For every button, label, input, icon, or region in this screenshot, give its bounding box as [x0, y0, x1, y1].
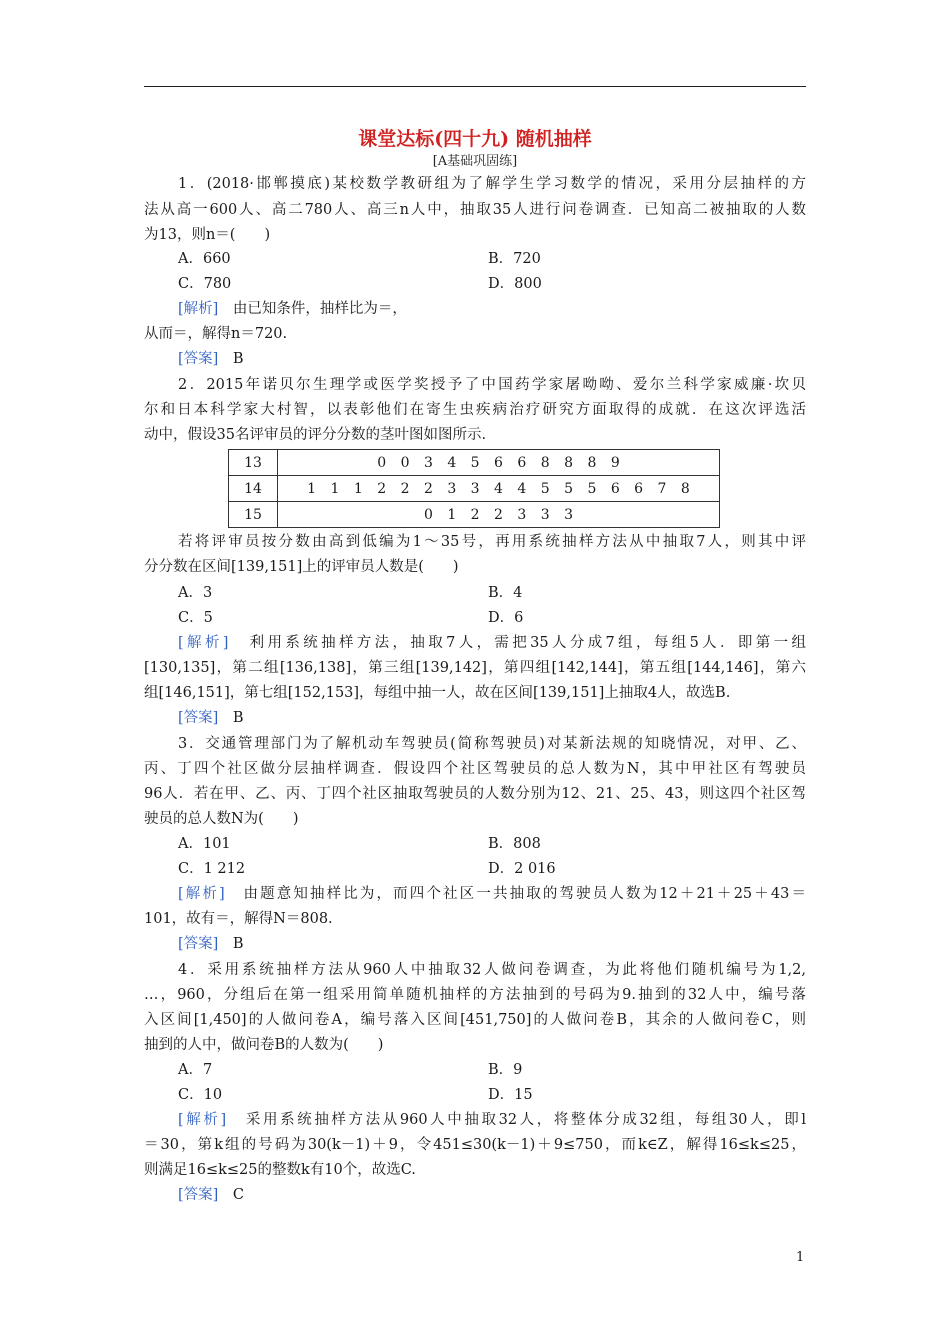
q2-line-1: 2．2015年诺贝尔生理学或医学奖授予了中国药学家屠呦呦、爱尔兰科学家威廉·坎贝 — [178, 377, 806, 393]
q2-analysis-line-2: [130,135]，第二组[136,138]，第三组[139,142]，第四组[142,144]，第五组[144,146]，第六 — [144, 660, 806, 676]
leaves-cell: 0 0 3 4 5 6 6 8 8 8 9 — [278, 450, 720, 476]
q4-line-4: 抽到的人中，做问卷B的人数为( ) — [144, 1037, 384, 1053]
header-rule — [144, 86, 806, 87]
q4-analysis-text: 采用系统抽样方法从960人中抽取32人，将整体分成32组，每组30人，即l — [226, 1112, 806, 1128]
q2-after-line-1: 若将评审员按分数由高到低编为1～35号，再用系统抽样方法从中抽取7人，则其中评 — [178, 534, 806, 550]
stem-leaf-row — [229, 502, 720, 528]
q3-line-4: 驶员的总人数N为( ) — [144, 811, 299, 827]
stem-cell: 15 — [229, 502, 278, 528]
q1-option-b: B．720 — [488, 251, 541, 267]
q1-analysis-text: 由已知条件，抽样比为＝， — [218, 301, 407, 317]
q2-answer — [178, 709, 806, 728]
q1-analysis-line-2: 从而＝，解得n＝720. — [144, 326, 288, 342]
q4-line-1: 4．采用系统抽样方法从960人中抽取32人做问卷调查，为此将他们随机编号为1,2, — [178, 962, 806, 978]
q3-answer — [178, 935, 806, 954]
analysis-tag: [解析] — [178, 1112, 227, 1128]
q3-option-a: A．101 — [178, 836, 231, 852]
leaves-cell: 0 1 2 2 3 3 3 — [278, 502, 720, 528]
q4-answer — [178, 1186, 806, 1205]
q2-analysis-line-1 — [178, 634, 806, 653]
q4-option-d: D．15 — [488, 1087, 533, 1103]
q3-line-1: 3．交通管理部门为了解机动车驾驶员(简称驾驶员)对某新法规的知晓情况，对甲、乙、 — [178, 736, 806, 752]
q4-analysis-line-2: ＝30，第k组的号码为30(k－1)＋9，令451≤30(k－1)＋9≤750，而k∈Z，解得16≤k≤25， — [144, 1137, 806, 1153]
q3-analysis-text: 由题意知抽样比为，而四个社区一共抽取的驾驶员人数为12＋21＋25＋43＝ — [224, 886, 806, 902]
answer-tag: [答案] — [178, 710, 219, 726]
q4-option-a: A．7 — [178, 1062, 213, 1078]
answer-tag: [答案] — [178, 1187, 219, 1203]
q3-analysis-line-1 — [178, 885, 806, 904]
q2-option-c: C．5 — [178, 610, 213, 626]
page-number: 1 — [796, 1250, 805, 1265]
q4-option-b: B．9 — [488, 1062, 523, 1078]
q1-option-a: A．660 — [178, 251, 231, 267]
answer-tag: [答案] — [178, 936, 219, 952]
q1-option-c: C．780 — [178, 276, 232, 292]
stem-cell: 14 — [229, 476, 278, 502]
q3-analysis-line-2: 101，故有＝，解得N＝808. — [144, 911, 333, 927]
q3-option-c: C．1 212 — [178, 861, 246, 877]
q4-line-2: …，960，分组后在第一组采用简单随机抽样的方法抽到的号码为9.抽到的32人中，编号落 — [144, 987, 806, 1003]
q2-analysis-text: 利用系统抽样方法，抽取7人，需把35人分成7组，每组5人．即第一组 — [228, 635, 806, 651]
q4-analysis-line-3: 则满足16≤k≤25的整数k有10个，故选C. — [144, 1162, 416, 1178]
stem-leaf-row — [229, 476, 720, 502]
q2-line-3: 动中，假设35名评审员的评分分数的茎叶图如图所示. — [144, 427, 487, 443]
answer-tag: [答案] — [178, 351, 219, 367]
q4-analysis-line-1 — [178, 1111, 806, 1130]
q2-answer-value: B — [218, 710, 244, 726]
q1-option-d: D．800 — [488, 276, 542, 292]
leaves-cell: 1 1 1 2 2 2 3 3 4 4 5 5 5 6 6 7 8 — [278, 476, 720, 502]
q2-analysis-line-3: 组[146,151]，第七组[152,153]，每组中抽一人，故在区间[139,151]上抽取4人，故选B. — [144, 685, 731, 701]
q3-line-3: 96人．若在甲、乙、丙、丁四个社区抽取驾驶员的人数分别为12、21、25、43，则这四个社区驾 — [144, 786, 807, 802]
q4-answer-value: C — [218, 1187, 244, 1203]
q2-after-line-2: 分分数在区间[139,151]上的评审员人数是( ) — [144, 559, 459, 575]
section-heading: [A基础巩固练] — [432, 154, 518, 169]
q3-answer-value: B — [218, 936, 244, 952]
analysis-tag: [解析] — [178, 301, 219, 317]
analysis-tag: [解析] — [178, 635, 229, 651]
q1-line-3: 为13，则n＝( ) — [144, 227, 271, 243]
q1-line-2: 法从高一600人、高二780人、高三n人中，抽取35人进行问卷调查．已知高二被抽取的人数 — [144, 202, 806, 218]
stem-cell: 13 — [229, 450, 278, 476]
stem-leaf-table — [228, 449, 720, 528]
q2-option-a: A．3 — [178, 585, 213, 601]
q1-line-1: 1．(2018·邯郸摸底)某校数学教研组为了解学生学习数学的情况，采用分层抽样的方 — [178, 176, 806, 192]
q2-option-d: D．6 — [488, 610, 524, 626]
q1-analysis-line-1 — [178, 300, 806, 319]
stem-leaf-row — [229, 450, 720, 476]
q2-line-2: 尔和日本科学家大村智，以表彰他们在寄生虫疾病治疗研究方面取得的成就．在这次评选活 — [144, 402, 806, 418]
page-title: 课堂达标(四十九) 随机抽样 — [358, 128, 592, 150]
q4-line-3: 入区间[1,450]的人做问卷A，编号落入区间[451,750]的人做问卷B，其余的人做问卷C，则 — [144, 1012, 806, 1028]
q3-option-b: B．808 — [488, 836, 541, 852]
q3-option-d: D．2 016 — [488, 861, 556, 877]
analysis-tag: [解析] — [178, 886, 225, 902]
q1-answer — [178, 350, 806, 369]
q3-line-2: 丙、丁四个社区做分层抽样调查．假设四个社区驾驶员的总人数为N，其中甲社区有驾驶员 — [144, 761, 806, 777]
q4-option-c: C．10 — [178, 1087, 223, 1103]
q2-option-b: B．4 — [488, 585, 523, 601]
q1-answer-value: B — [218, 351, 244, 367]
